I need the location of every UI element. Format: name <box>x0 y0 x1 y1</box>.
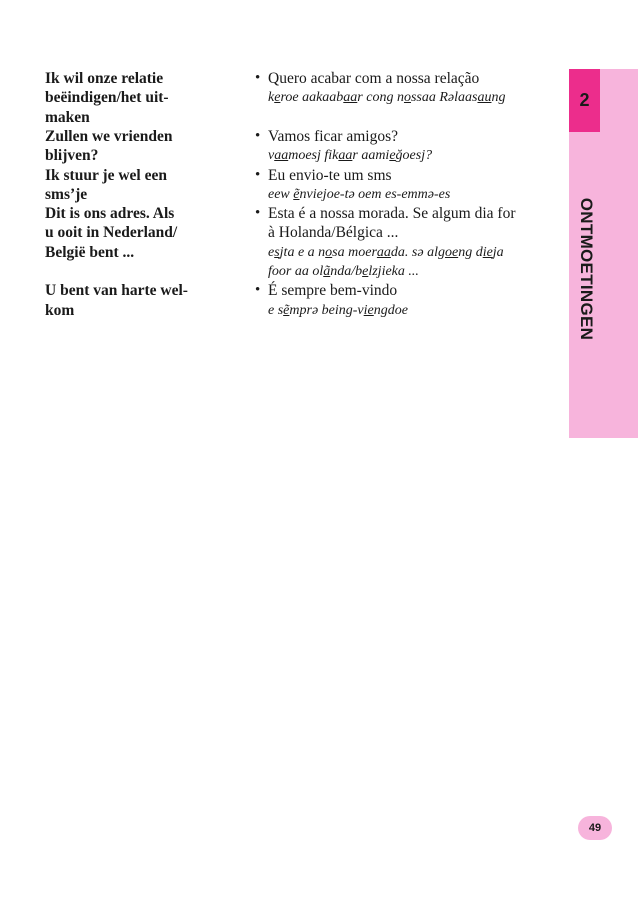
page-number: 49 <box>578 816 612 840</box>
dutch-phrase-line: België bent ... <box>45 243 135 261</box>
stressed-syllable: aa <box>274 148 289 164</box>
pronunciation-segment: ssaa Rəlaas <box>410 90 478 106</box>
portuguese-text: Esta é a nossa morada. Se algum dia for <box>268 205 516 223</box>
pronunciation-segment: eew <box>268 186 294 202</box>
bullet-icon: • <box>255 127 261 144</box>
stressed-syllable: oe <box>444 244 459 260</box>
chapter-number: 2 <box>569 69 600 132</box>
stressed-syllable: e <box>362 263 369 279</box>
dutch-phrase <box>45 127 244 166</box>
pronunciation-segment: nviejoe-tə oem es-emmə-es <box>299 186 451 202</box>
dutch-phrase-line: Zullen we vrienden <box>45 127 173 145</box>
stressed-syllable: e <box>274 90 281 106</box>
pronunciation-segment: ğoesj? <box>395 148 433 164</box>
pronunciation-segment: lzjieka ... <box>368 263 419 279</box>
pronunciation <box>268 185 568 204</box>
bullet-icon: • <box>255 205 261 222</box>
dutch-phrase <box>45 204 244 262</box>
stressed-syllable: o <box>325 244 333 260</box>
pronunciation-segment: foor aa ol <box>268 263 324 279</box>
pronunciation-segment: jta e a n <box>279 244 326 260</box>
stressed-syllable: ie <box>363 302 374 318</box>
dutch-phrase <box>45 281 244 320</box>
dutch-phrase-line: u ooit in Nederland/ <box>45 224 178 242</box>
pronunciation-segment: sa moer <box>332 244 377 260</box>
pronunciation-segment: ngdoe <box>373 302 408 318</box>
pronunciation <box>268 243 568 262</box>
pronunciation-segment: nda/b <box>330 263 363 279</box>
stressed-syllable: ã <box>323 263 331 279</box>
pronunciation-segment: ng d <box>458 244 483 260</box>
dutch-phrase <box>45 69 244 127</box>
stressed-syllable: s <box>274 244 280 260</box>
pronunciation-segment: da. sə alg <box>390 244 445 260</box>
pronunciation-segment: r cong n <box>357 90 404 106</box>
pronunciation <box>268 301 568 320</box>
stressed-syllable: aa <box>376 244 391 260</box>
portuguese-text: Vamos ficar amigos? <box>268 127 398 145</box>
pronunciation-segment: e s <box>268 302 284 318</box>
stressed-syllable: ẽ <box>283 302 290 318</box>
pronunciation-segment: mprə being-v <box>289 302 364 318</box>
chapter-title: ONTMOETINGEN <box>577 197 596 341</box>
portuguese-phrase <box>255 204 568 281</box>
bullet-icon: • <box>255 166 261 183</box>
pronunciation-segment: moesj fik <box>288 148 339 164</box>
portuguese-phrase <box>255 127 568 166</box>
portuguese-text: Quero acabar com a nossa relação <box>268 70 480 87</box>
dutch-phrase-line: sms’je <box>45 185 88 203</box>
pronunciation <box>268 146 568 165</box>
stressed-syllable: o <box>403 90 411 106</box>
portuguese-text: à Holanda/Bélgica ... <box>268 224 399 242</box>
bullet-icon: • <box>255 282 261 299</box>
stressed-syllable: aa <box>343 90 358 106</box>
portuguese-phrase <box>255 281 568 320</box>
pronunciation-segment: roe aakaab <box>280 90 344 106</box>
portuguese-phrase <box>255 166 568 205</box>
pronunciation-segment: ja <box>492 244 504 260</box>
dutch-phrase-line: kom <box>45 301 75 319</box>
pronunciation <box>268 88 568 107</box>
portuguese-text: É sempre bem-vindo <box>268 282 398 300</box>
pronunciation-segment: v <box>268 148 275 164</box>
pronunciation-segment: k <box>268 90 275 106</box>
bullet-icon: • <box>255 70 261 86</box>
dutch-phrase <box>45 166 244 205</box>
portuguese-phrase <box>255 69 568 108</box>
stressed-syllable: ẽ <box>293 186 300 202</box>
dutch-phrase-line: Ik stuur je wel een <box>45 166 167 184</box>
portuguese-text: Eu envio-te um sms <box>268 166 392 184</box>
dutch-phrase-line: beëindigen/het uit- <box>45 89 169 107</box>
dutch-phrase-line: Ik wil onze relatie <box>45 70 164 87</box>
pronunciation-segment: e <box>268 244 275 260</box>
pronunciation-segment: r aami <box>352 148 390 164</box>
stressed-syllable: aa <box>338 148 353 164</box>
pronunciation <box>268 262 568 281</box>
dutch-phrase-line: maken <box>45 108 90 126</box>
stressed-syllable: e <box>389 148 396 164</box>
dutch-phrase-line: blijven? <box>45 147 99 165</box>
pronunciation-segment: ng <box>491 90 506 106</box>
chapter-tab <box>569 69 638 438</box>
dutch-phrase-line: Dit is ons adres. Als <box>45 205 175 223</box>
dutch-phrase-line: U bent van harte wel- <box>45 282 188 300</box>
stressed-syllable: au <box>477 90 492 106</box>
stressed-syllable: ie <box>482 244 493 260</box>
